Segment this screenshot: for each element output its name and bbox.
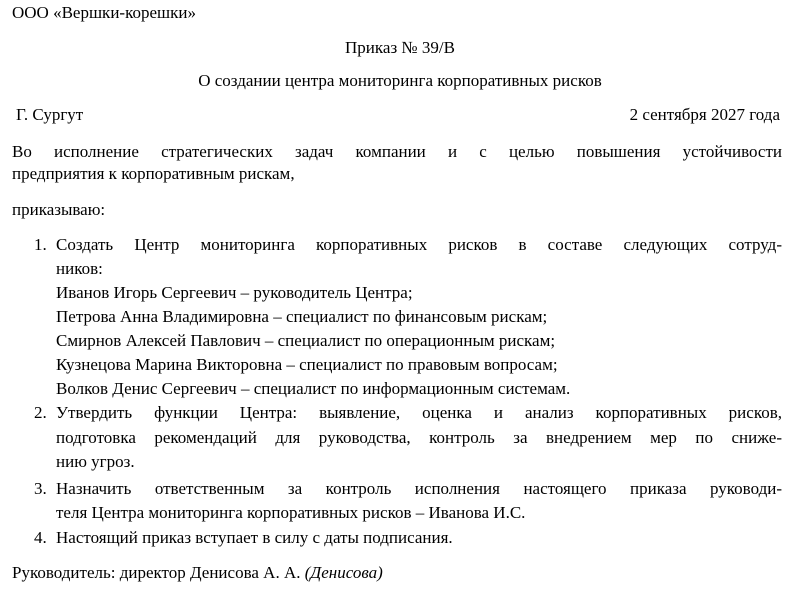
member-line: Волков Денис Сергеевич – специалист по информационным системам. (56, 379, 571, 398)
item-text-line: ников: (56, 259, 103, 278)
item-text-line: Утвердить функции Центра: выявление, оценка и анализ корпоративных рисков, (56, 403, 782, 422)
preamble-line: предприятия к корпоративным рискам, (12, 164, 295, 183)
preamble-line: Во исполнение стратегических задач компании и с целью повышения устойчивости (12, 142, 782, 161)
item-text-line: нию угроз. (56, 452, 135, 471)
member-line: Кузнецова Марина Викторовна – специалист по правовым вопросам; (56, 355, 558, 374)
member-line: Смирнов Алексей Павлович – специалист по операционным рискам; (56, 331, 556, 350)
item-text-line: Назначить ответственным за контроль исполнения настоящего приказа руководи- (56, 479, 782, 498)
item-number: 2. (34, 403, 47, 422)
member-line: Петрова Анна Владимировна – специалист по финансовым рискам; (56, 307, 548, 326)
item-number: 3. (34, 479, 47, 498)
item-text-line: подготовка рекомендаций для руководства, контроль за внедрением мер по сниже- (56, 428, 782, 447)
order-word: приказываю: (12, 200, 106, 219)
order-subject: О создании центра мониторинга корпоративных рисков (198, 71, 602, 90)
signature: (Денисова) (304, 563, 383, 582)
organization-name: ООО «Вершки-корешки» (12, 3, 196, 22)
signatory-label: Руководитель: директор Денисова А. А. (12, 563, 301, 582)
item-number: 1. (34, 235, 47, 254)
order-date: 2 сентября 2027 года (629, 105, 780, 124)
city: Г. Сургут (16, 105, 84, 124)
member-line: Иванов Игорь Сергеевич – руководитель Центра; (56, 283, 413, 302)
signatory-block (12, 563, 383, 583)
order-title: Приказ № 39/В (345, 38, 455, 57)
item-text-line: Настоящий приказ вступает в силу с даты подписания. (56, 528, 453, 547)
item-number: 4. (34, 528, 47, 547)
item-text-line: теля Центра мониторинга корпоративных рисков – Иванова И.С. (56, 503, 526, 522)
item-text-line: Создать Центр мониторинга корпоративных рисков в составе следующих сотруд- (56, 235, 782, 254)
